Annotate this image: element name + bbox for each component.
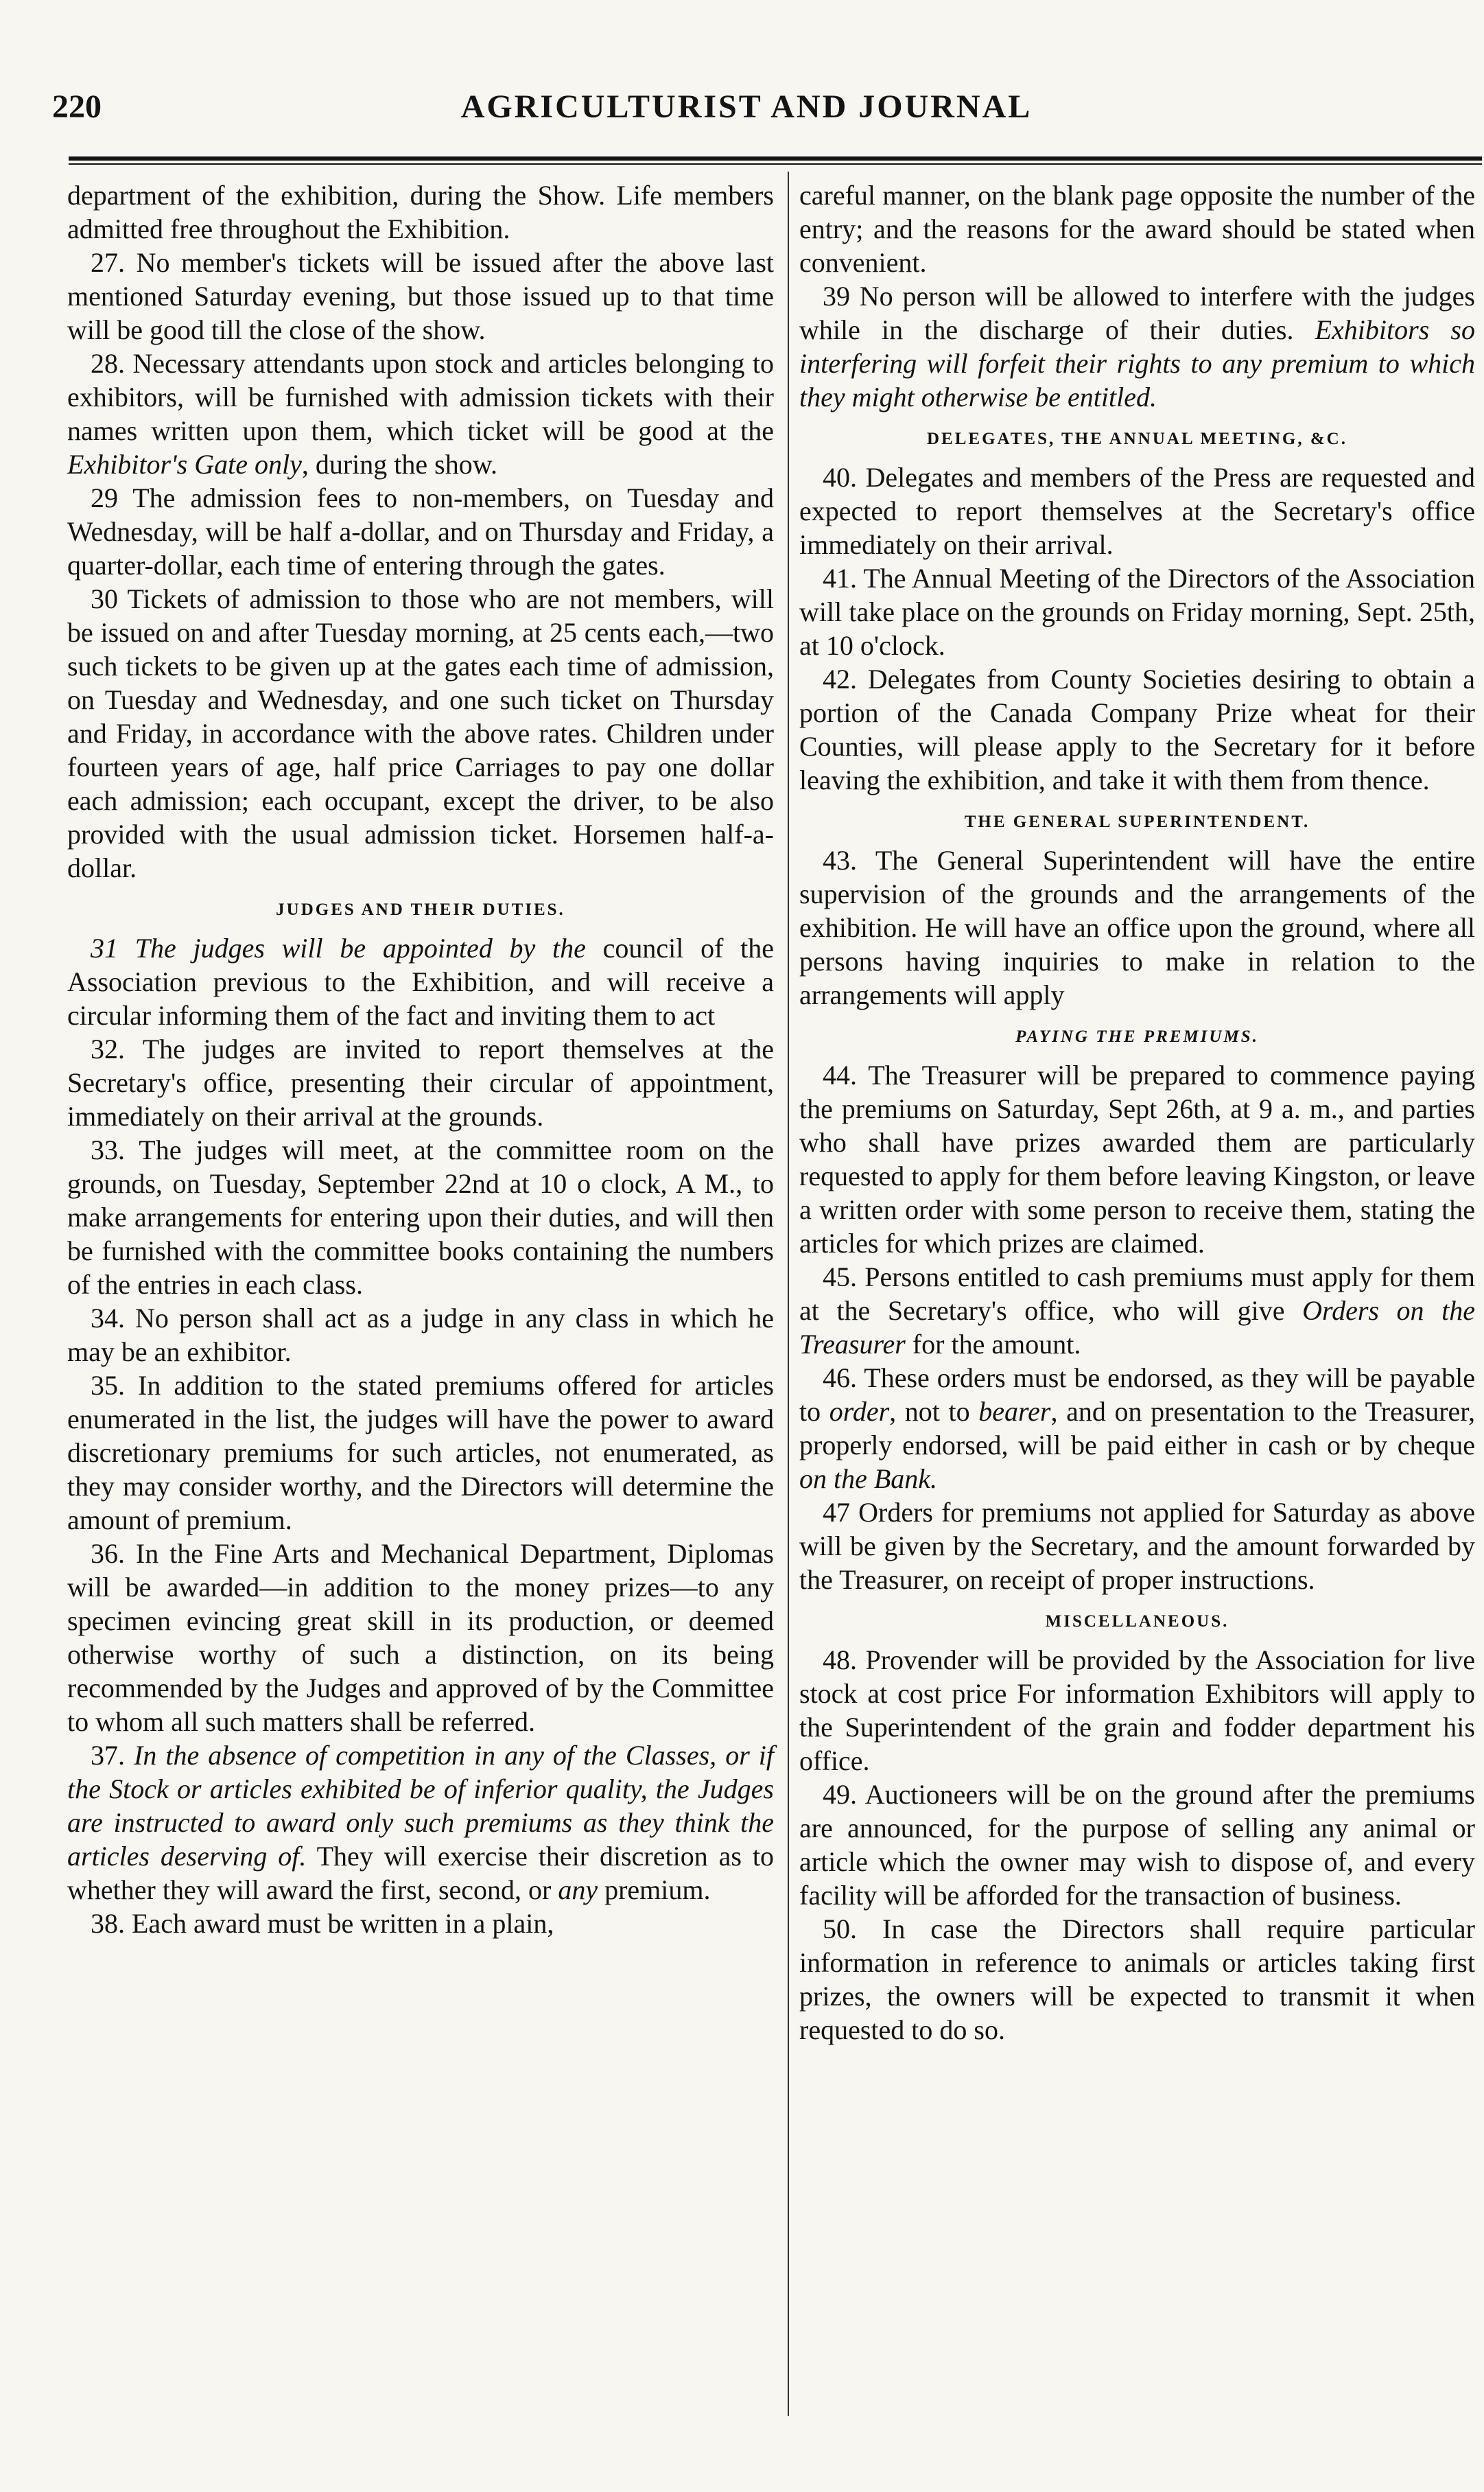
paragraph-43: 43. The General Superintendent will have the entire supervision of the grounds and the arrangements of the exhibition. He will have an office upon the ground, where all persons having inquiries to make in relation to the arrangements will apply — [799, 845, 1475, 1010]
paragraph-48: 48. Provender will be provided by the Association for live stock at cost price For information Exhibitors will apply to the Superintendent of the grain and fodder department his office. — [799, 1644, 1475, 1776]
paragraph-46-text2: , and on presentation to the Treasurer, properly endorsed, will be paid either in cash or by cheque — [799, 1396, 1475, 1460]
paragraph-28-italic: Exhibitor's Gate only — [67, 449, 302, 480]
page-header — [40, 82, 1453, 137]
section-heading-superintendent: THE GENERAL SUPERINTENDENT. — [964, 813, 1310, 831]
paragraph-29: 29 The admission fees to non-members, on Tuesday and Wednesday, will be half a-dollar, and on Thursday and Friday, a quarter-dollar, each time of entering through the gates. — [67, 482, 774, 581]
paragraph-45-italic: Orders on the Treasurer — [799, 1295, 1475, 1360]
paragraph-33: 33. The judges will meet, at the committee room on the grounds, on Tuesday, September 22nd at 10 o clock, A M., to make arrangements for entering upon their duties, and will then be furnished with the committee books containing the numbers of the entries in each class. — [67, 1134, 774, 1300]
paragraph-28 — [67, 347, 774, 481]
page-number: 220 — [52, 89, 102, 125]
section-heading-judges: JUDGES AND THEIR DUTIES. — [276, 900, 565, 919]
paragraph-38: 38. Each award must be written in a plain, — [91, 1908, 554, 1939]
section-heading-miscellaneous: MISCELLANEOUS. — [1045, 1612, 1229, 1631]
paragraph-30: 30 Tickets of admission to those who are not members, will be issued on and after Tuesday morning, at 25 cents each,—two such tickets to be given up at the gates each time of admission, on Tuesday and Wednesday, and one such ticket on Thursday and Friday, in accordance with the above rates. Children under fourteen years of age, half price Carriages to pay one dollar each admission; each occupant, except the driver, to be also provided with the usual admission ticket. Horsemen half-a-dollar. — [67, 583, 774, 883]
running-title: AGRICULTURIST AND JOURNAL — [460, 89, 1033, 125]
paragraph-37-italic: In the absence of competition in any of the Classes, or if the Stock or articles exhibited be of inferior quality, the Judges are instructed to award only such premiums as they think the articles deserving of. — [67, 1740, 774, 1872]
paragraph-41: 41. The Annual Meeting of the Directors of the Association will take place on the grounds on Friday morning, Sept. 25th, at 10 o'clock. — [799, 563, 1475, 661]
paragraph-37-end: premium. — [598, 1874, 711, 1905]
paragraph-46-bank: on the Bank. — [799, 1463, 938, 1494]
paragraph-37-number: 37. — [91, 1740, 134, 1771]
header-rule-thin — [69, 163, 1482, 165]
paragraph-37-text: They will exercise their discretion as to whether they will award the first, second, or — [67, 1841, 774, 1905]
paragraph-42: 42. Delegates from County Societies desiring to obtain a portion of the Canada Company Prize wheat for their Counties, will please apply to the Secretary for it before leaving the exhibition, and take it with them from thence. — [799, 664, 1475, 795]
paragraph-28-text: 28. Necessary attendants upon stock and articles belonging to exhibitors, will be furnished with admission tickets with their names written upon them, which ticket will be good at the — [67, 348, 774, 446]
paragraph-34: 34. No person shall act as a judge in any class in which he may be an exhibitor. — [67, 1303, 774, 1367]
paragraph-45-text: 45. Persons entitled to cash premiums must apply for them at the Secretary's office, who will give — [799, 1261, 1475, 1326]
section-heading-delegates: DELEGATES, THE ANNUAL MEETING, &C. — [927, 430, 1347, 448]
paragraph-38-continued: careful manner, on the blank page opposite the number of the entry; and the reasons for the award should be stated when convenient. — [799, 180, 1475, 278]
paragraph-27: 27. No member's tickets will be issued after the above last mentioned Saturday evening, but those issued up to that time will be good till the close of the show. — [67, 247, 774, 345]
left-column — [67, 178, 774, 1940]
paragraph-46-text: 46. These orders must be endorsed, as they will be payable to — [799, 1362, 1475, 1427]
paragraph-31 — [67, 931, 774, 1032]
paragraph-46-bearer: bearer — [978, 1396, 1051, 1427]
paragraph-50: 50. In case the Directors shall require particular information in reference to animals or articles taking first prizes, the owners will be expected to transmit it when requested to do so. — [799, 1913, 1475, 2045]
paragraph-31-text: council of the Association previous to the Exhibition, and will receive a circular informing them of the fact and inviting them to act — [67, 933, 775, 1031]
paragraph-40: 40. Delegates and members of the Press are requested and expected to report themselves at the Secretary's office immediately on their arrival. — [799, 462, 1475, 560]
paragraph-37-any: any — [558, 1874, 598, 1905]
paragraph-47: 47 Orders for premiums not applied for Saturday as above will be given by the Secretary, and the amount forwarded by the Treasurer, on receipt of proper instructions. — [799, 1497, 1475, 1595]
right-column — [799, 178, 1475, 2047]
paragraph-44: 44. The Treasurer will be prepared to commence paying the premiums on Saturday, Sept 26th, at 9 a. m., and parties who shall have prizes awarded them are particularly requested to apply for them before leaving Kingston, or leave a written order with some person to receive them, stating the articles for which prizes are claimed. — [799, 1060, 1475, 1259]
paragraph-32: 32. The judges are invited to report themselves at the Secretary's office, presenting their circular of appointment, immediately on their arrival at the grounds. — [67, 1034, 774, 1132]
paragraph-35: 35. In addition to the stated premiums offered for articles enumerated in the list, the judges will have the power to award discretionary premiums for such articles, not enumerated, as they may consider worthy, and the Directors will determine the amount of premium. — [67, 1370, 774, 1535]
paragraph-46-mid: , not to — [889, 1396, 979, 1427]
paragraph-49: 49. Auctioneers will be on the ground after the premiums are announced, for the purpose of selling any animal or article which the owner may wish to dispose of, and every facility will be afforded for the transaction of business. — [799, 1779, 1475, 1911]
paragraph-39 — [799, 279, 1475, 414]
header-rule — [69, 156, 1482, 161]
paragraph-46 — [799, 1361, 1475, 1495]
paragraph-45-end: for the amount. — [905, 1329, 1081, 1360]
paragraph-28-end: , during the show. — [301, 449, 497, 480]
column-divider — [788, 172, 789, 2416]
paragraph-39-italic: Exhibitors so interfering will forfeit their rights to any premium to which they might otherwise be entitled. — [799, 314, 1475, 412]
paragraph-39-text: 39 No person will be allowed to interfere with the judges while in the discharge of their duties. — [799, 281, 1475, 345]
section-heading-premiums: PAYING THE PREMIUMS. — [1015, 1027, 1259, 1046]
paragraph-45 — [799, 1260, 1475, 1361]
paragraph-continued: department of the exhibition, during the Show. Life members admitted free throughout the Exhibition. — [67, 180, 774, 244]
paragraph-46-order: order — [829, 1396, 890, 1427]
paragraph-31-italic: 31 The judges will be appointed by the — [91, 933, 586, 964]
paragraph-36: 36. In the Fine Arts and Mechanical Department, Diplomas will be awarded—in addition to the money prizes—to any specimen evincing great skill in its production, or deemed otherwise worthy of such a distinction, on its being recommended by the Judges and approved of by the Committee to whom all such matters shall be referred. — [67, 1538, 774, 1737]
paragraph-37 — [67, 1738, 774, 1907]
